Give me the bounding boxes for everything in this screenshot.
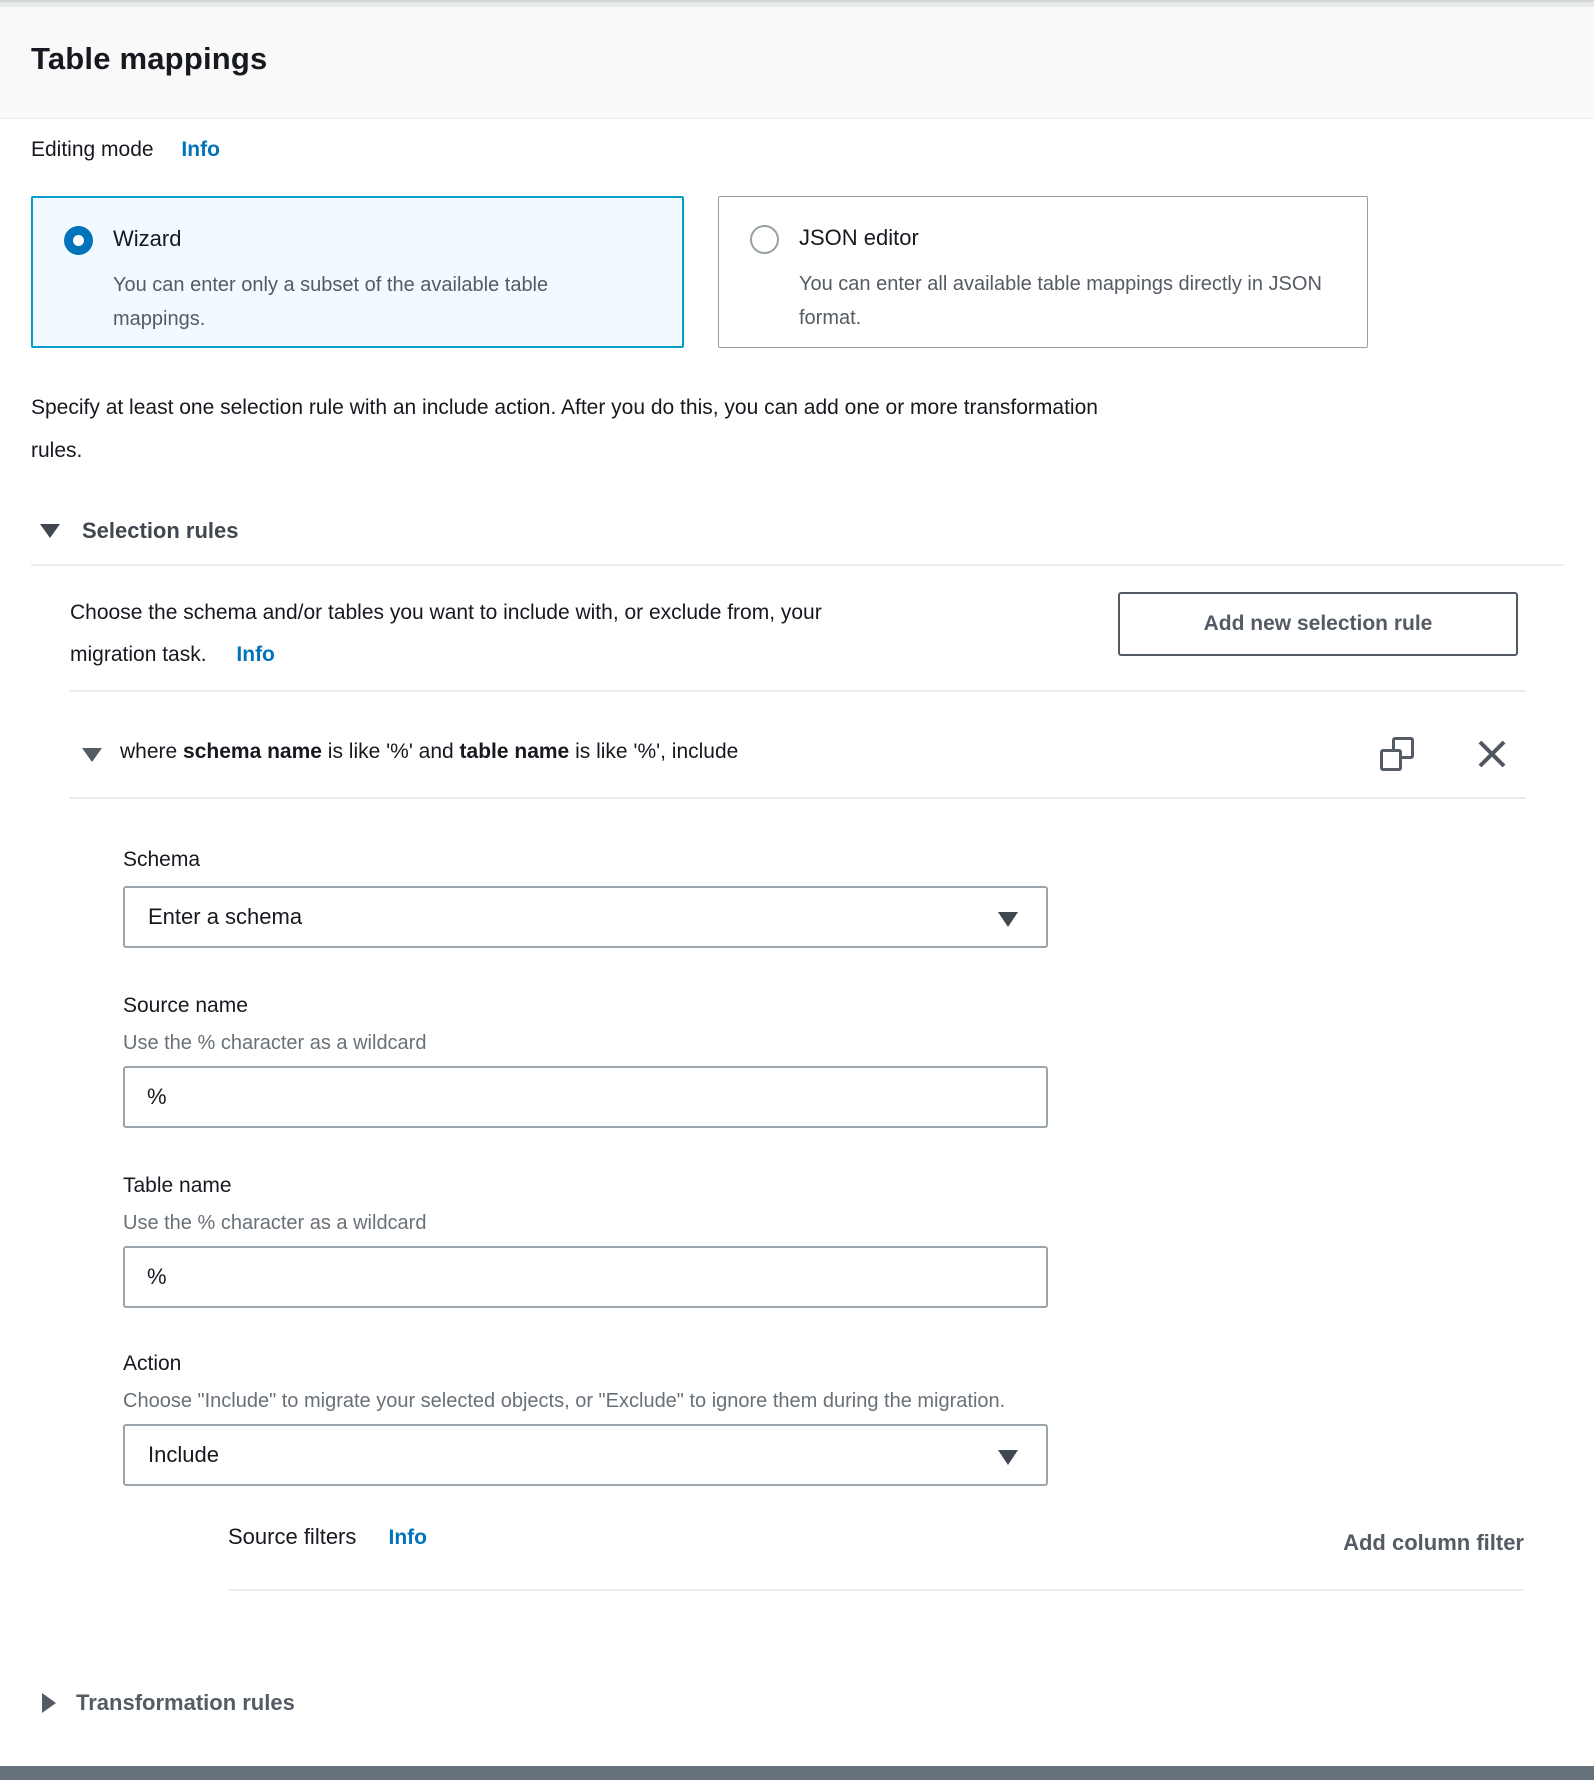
- schema-select[interactable]: [123, 886, 1048, 948]
- rule-divider-top: [70, 690, 1526, 692]
- delete-rule-button[interactable]: [1474, 736, 1510, 772]
- json-editor-radio[interactable]: [750, 225, 779, 254]
- add-new-selection-rule-button[interactable]: Add new selection rule: [1118, 592, 1518, 656]
- copy-icon-front: [1380, 749, 1402, 771]
- table-name-label: Table name: [123, 1174, 232, 1197]
- section-divider: [31, 564, 1564, 566]
- transformation-rules-title: Transformation rules: [76, 1690, 295, 1715]
- rule-summary-text-3: is like '%', include: [569, 740, 739, 763]
- rule-summary-schema-name: schema name: [183, 740, 322, 763]
- caret-right-icon: [42, 1693, 56, 1713]
- source-name-input[interactable]: [123, 1066, 1048, 1128]
- rule-summary-table-name: table name: [459, 740, 570, 763]
- editing-mode-info-link[interactable]: Info: [181, 138, 220, 161]
- wizard-option-title: Wizard: [113, 226, 182, 251]
- intro-line-2: rules.: [31, 439, 83, 462]
- source-name-helper: Use the % character as a wildcard: [123, 1032, 427, 1054]
- action-helper: Choose "Include" to migrate your selected objects, or "Exclude" to ignore them during the migration.: [123, 1390, 1006, 1412]
- panel-header: [0, 7, 1594, 119]
- rule-divider-bottom: [70, 797, 1526, 799]
- transformation-rules-expander[interactable]: [42, 1690, 295, 1716]
- page-title: Table mappings: [31, 41, 268, 76]
- editing-mode-row: [31, 138, 220, 162]
- selection-rules-title: Selection rules: [82, 518, 239, 543]
- source-name-label: Source name: [123, 994, 248, 1017]
- rule-summary-text: where: [120, 740, 184, 763]
- copy-rule-button[interactable]: [1379, 736, 1415, 772]
- rule-summary: [120, 740, 738, 764]
- selection-rules-description-line-2: migration task.: [70, 643, 207, 666]
- json-editor-option-title: JSON editor: [799, 225, 919, 250]
- schema-select-value: Enter a schema: [148, 904, 303, 929]
- wizard-radio[interactable]: [64, 226, 93, 255]
- intro-line-1: Specify at least one selection rule with an include action. After you do this, you can add one or more transformation: [31, 396, 1098, 419]
- caret-down-icon: [40, 524, 60, 538]
- source-filters-divider: [228, 1589, 1524, 1591]
- selection-rules-info-link[interactable]: Info: [236, 643, 275, 666]
- table-name-input[interactable]: [123, 1246, 1048, 1308]
- selection-rules-description-line-1: Choose the schema and/or tables you want to include with, or exclude from, your: [70, 601, 822, 624]
- action-select[interactable]: [123, 1424, 1048, 1486]
- intro-paragraph: [31, 386, 1098, 472]
- chevron-down-icon: [998, 912, 1018, 927]
- source-filters-label: Source filters: [228, 1524, 357, 1549]
- table-name-helper: Use the % character as a wildcard: [123, 1212, 427, 1234]
- source-filters-info-link[interactable]: Info: [388, 1526, 427, 1549]
- selection-rules-description: [70, 592, 822, 676]
- json-editor-option-card[interactable]: [718, 196, 1368, 348]
- rule-summary-text-2: is like '%' and: [321, 740, 460, 763]
- top-chrome-strip: [0, 0, 1594, 7]
- wizard-option-card[interactable]: [31, 196, 684, 348]
- selection-rules-expander[interactable]: [40, 518, 239, 544]
- bottom-chrome-bar: [0, 1766, 1594, 1780]
- schema-label: Schema: [123, 848, 201, 871]
- rule-caret-down-icon[interactable]: [82, 748, 102, 762]
- source-filters-row: [228, 1524, 427, 1550]
- editing-mode-label: Editing mode: [31, 138, 154, 161]
- json-editor-option-description: You can enter all available table mappings directly in JSON format.: [799, 273, 1322, 329]
- action-select-value: Include: [148, 1442, 219, 1467]
- chevron-down-icon: [998, 1450, 1018, 1465]
- action-label: Action: [123, 1352, 182, 1375]
- add-column-filter-button[interactable]: Add column filter: [1343, 1530, 1524, 1555]
- wizard-option-description: You can enter only a subset of the available table mappings.: [113, 274, 549, 330]
